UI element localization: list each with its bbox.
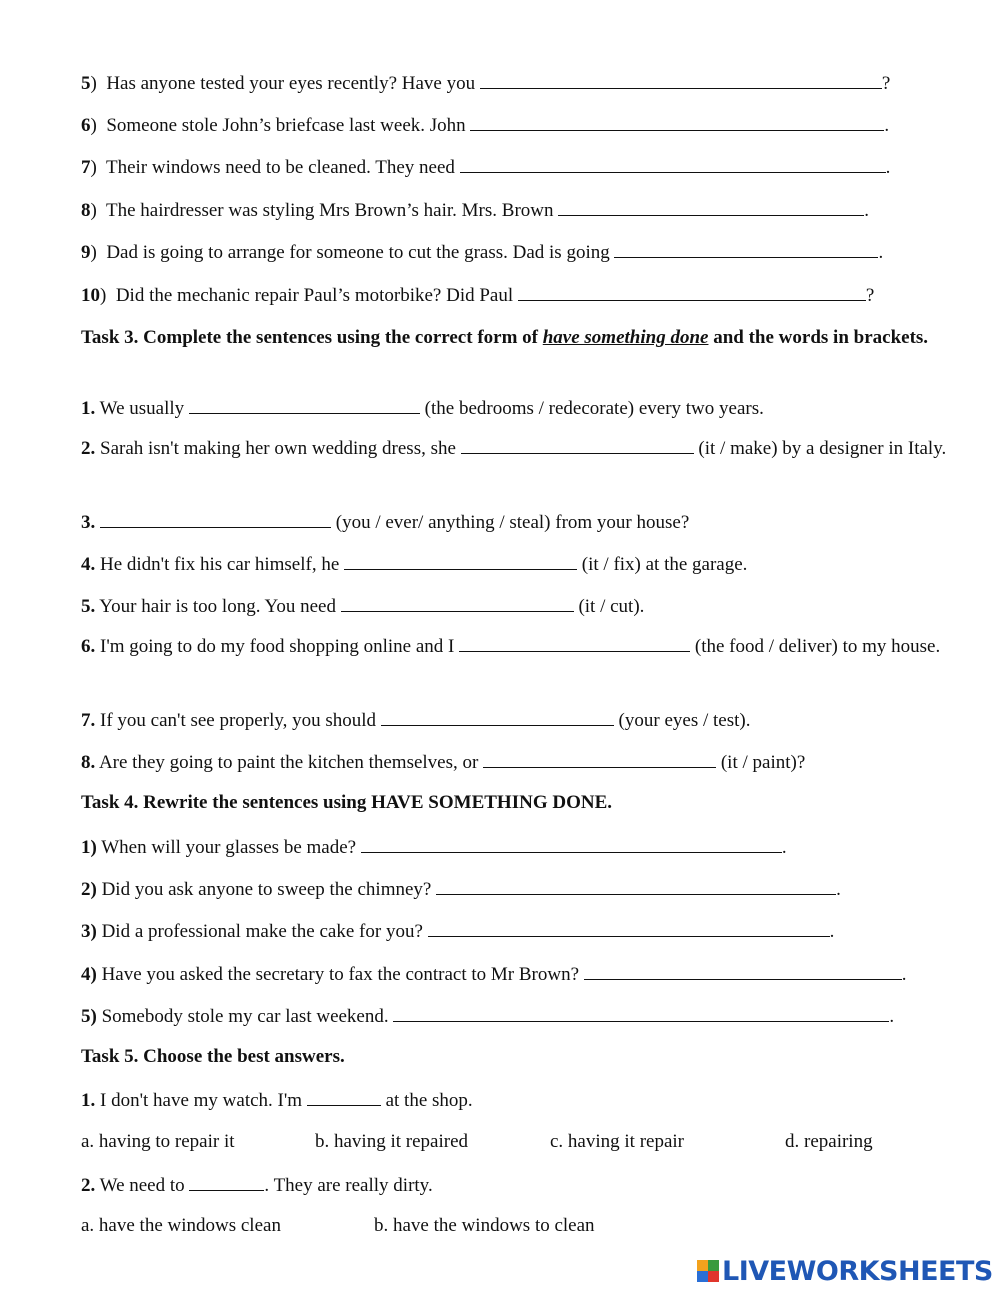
task3-item-8: 8. Are they going to paint the kitchen themselves, or (it / paint)? <box>81 752 806 773</box>
task5-question-1: 1. I don't have my watch. I'm at the shop. <box>81 1090 473 1111</box>
liveworksheets-logo <box>697 1256 993 1286</box>
answer-blank[interactable] <box>189 1173 264 1191</box>
answer-blank[interactable] <box>344 552 577 570</box>
q1-option-b[interactable]: b. having it repaired <box>315 1131 469 1152</box>
task2-item-8: 8) The hairdresser was styling Mrs Brown’s hair. Mrs. Brown . <box>81 200 869 221</box>
task3-item-4: 4. He didn't fix his car himself, he (it / fix) at the garage. <box>81 554 748 575</box>
task4-item-3: 3) Did a professional make the cake for you? . <box>81 921 835 942</box>
task3-item-2: 2. Sarah isn't making her own wedding dress, she (it / make) by a designer in Italy. <box>81 438 947 459</box>
task4-item-5: 5) Somebody stole my car last weekend. . <box>81 1006 895 1027</box>
task3-item-3: 3. (you / ever/ anything / steal) from your house? <box>81 512 690 533</box>
answer-blank[interactable] <box>381 708 614 726</box>
answer-blank[interactable] <box>428 919 830 937</box>
answer-blank[interactable] <box>393 1004 889 1022</box>
answer-blank[interactable] <box>459 634 690 652</box>
task2-item-9: 9) Dad is going to arrange for someone to cut the grass. Dad is going . <box>81 242 884 263</box>
answer-blank[interactable] <box>558 198 864 216</box>
answer-blank[interactable] <box>470 113 884 131</box>
task5-heading: Task 5. Choose the best answers. <box>81 1046 345 1067</box>
logo-text: LIVEWORKSHEETS <box>722 1255 993 1287</box>
answer-blank[interactable] <box>460 155 886 173</box>
task3-heading: Task 3. Complete the sentences using the correct form of have something done and the words in brackets. <box>81 327 929 348</box>
answer-blank[interactable] <box>361 835 782 853</box>
answer-blank[interactable] <box>307 1088 381 1106</box>
task4-item-1: 1) When will your glasses be made? . <box>81 837 787 858</box>
answer-blank[interactable] <box>584 962 902 980</box>
answer-blank[interactable] <box>614 240 878 258</box>
task3-item-6: 6. I'm going to do my food shopping online and I (the food / deliver) to my house. <box>81 636 941 657</box>
answer-blank[interactable] <box>436 877 836 895</box>
task4-heading: Task 4. Rewrite the sentences using HAVE SOMETHING DONE. <box>81 792 612 813</box>
q1-option-a[interactable]: a. having to repair it <box>81 1131 235 1152</box>
task4-item-2: 2) Did you ask anyone to sweep the chimney? . <box>81 879 841 900</box>
answer-blank[interactable] <box>461 436 694 454</box>
answer-blank[interactable] <box>518 283 866 301</box>
q2-option-b[interactable]: b. have the windows to clean <box>374 1215 595 1236</box>
task3-item-5: 5. Your hair is too long. You need (it / cut). <box>81 596 645 617</box>
q1-option-c[interactable]: c. having it repair <box>550 1131 685 1152</box>
task2-item-6: 6) Someone stole John’s briefcase last week. John . <box>81 115 890 136</box>
task2-item-7: 7) Their windows need to be cleaned. They need . <box>81 157 891 178</box>
task4-item-4: 4) Have you asked the secretary to fax the contract to Mr Brown? . <box>81 964 907 985</box>
task3-item-7: 7. If you can't see properly, you should (your eyes / test). <box>81 710 751 731</box>
answer-blank[interactable] <box>341 594 574 612</box>
q2-option-a[interactable]: a. have the windows clean <box>81 1215 281 1236</box>
answer-blank[interactable] <box>480 71 882 89</box>
answer-blank[interactable] <box>189 396 420 414</box>
answer-blank[interactable] <box>100 510 331 528</box>
task2-item-10: 10) Did the mechanic repair Paul’s motorbike? Did Paul ? <box>81 285 875 306</box>
task2-item-5: 5) Has anyone tested your eyes recently? Have you ? <box>81 73 891 94</box>
task5-question-2: 2. We need to . They are really dirty. <box>81 1175 433 1196</box>
task3-item-1: 1. We usually (the bedrooms / redecorate) every two years. <box>81 398 764 419</box>
q1-option-d[interactable]: d. repairing <box>785 1131 873 1152</box>
answer-blank[interactable] <box>483 750 716 768</box>
logo-blocks-icon <box>697 1260 719 1282</box>
